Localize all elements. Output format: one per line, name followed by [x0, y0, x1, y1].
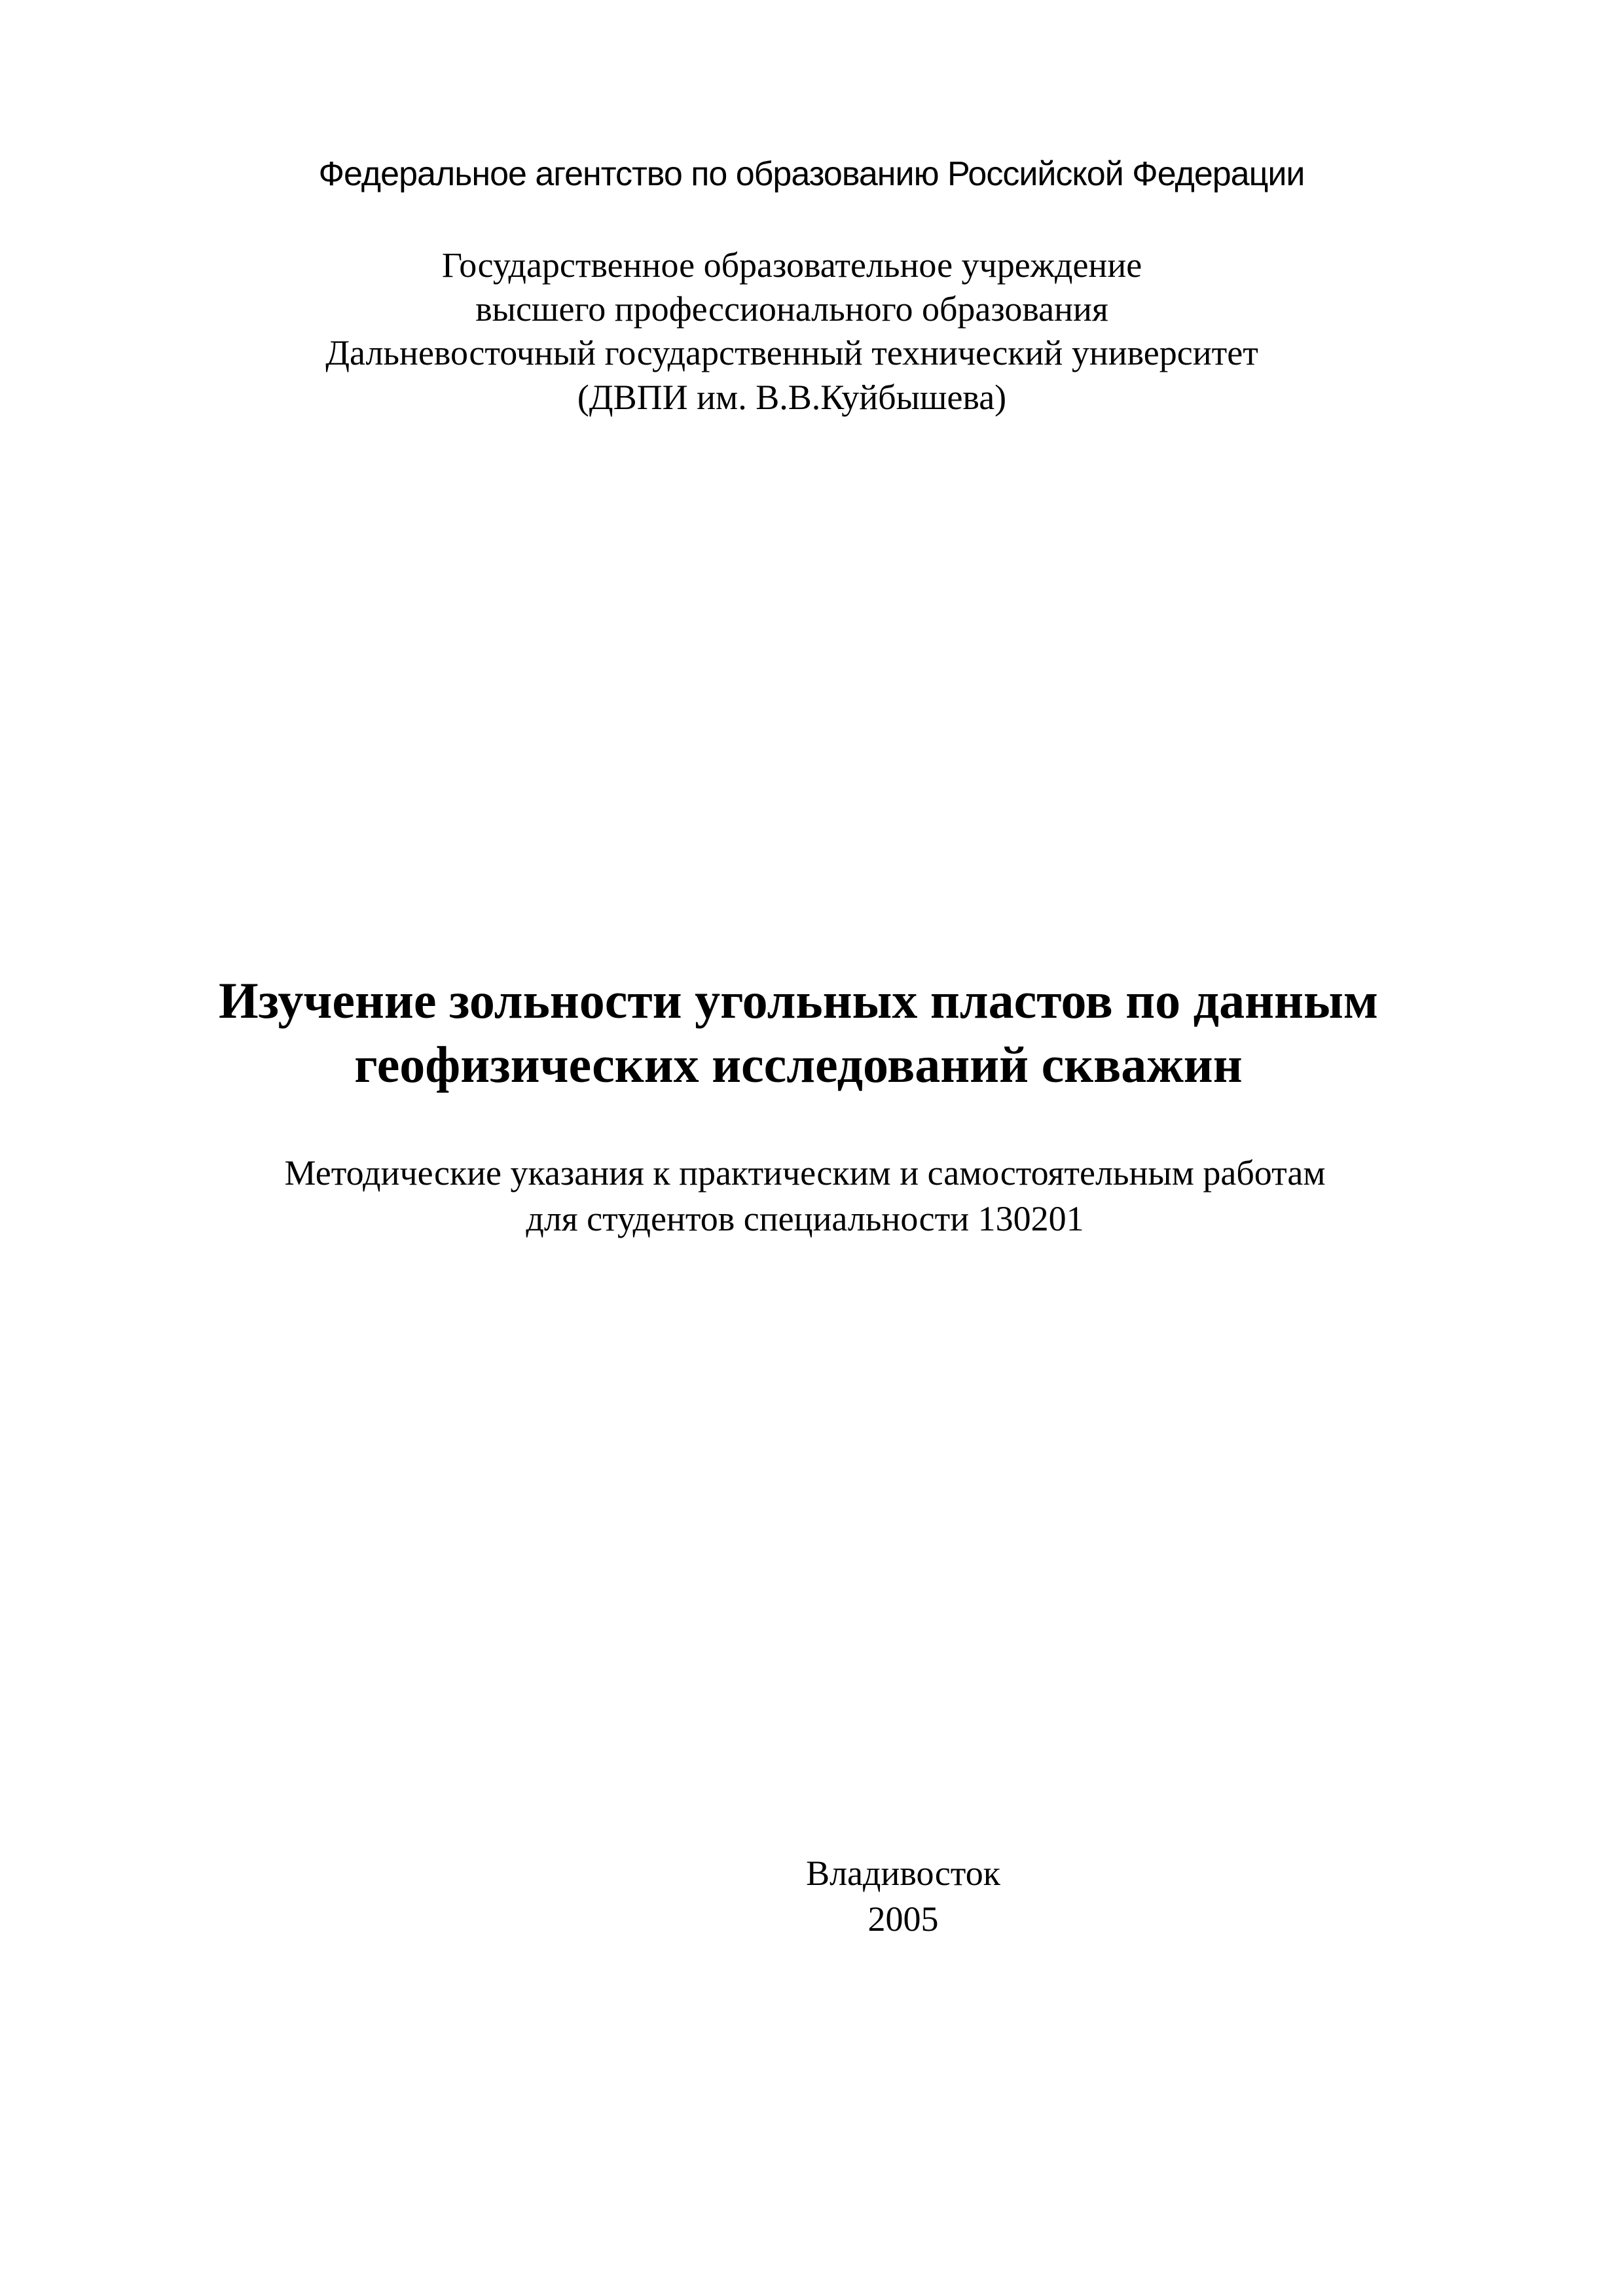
institution-line-2: высшего профессионального образования [475, 289, 1108, 329]
institution-line-3: Дальневосточный государственный технический университет [325, 333, 1258, 372]
institution-line-4: (ДВПИ им. В.В.Куйбышева) [577, 378, 1007, 417]
imprint-city: Владивосток [806, 1854, 1000, 1893]
institution-line-1: Государственное образовательное учреждение [441, 245, 1142, 285]
imprint-year: 2005 [867, 1899, 939, 1939]
document-subtitle-line-1: Методические указания к практическим и самостоятельным работам [284, 1153, 1326, 1193]
document-subtitle-line-2: для студентов специальности 130201 [526, 1199, 1084, 1238]
document-title-line-2: геофизических исследований скважин [354, 1036, 1243, 1093]
document-title-line-1: Изучение зольности угольных пластов по данным [218, 972, 1379, 1029]
agency-name: Федеральное агентство по образованию Российской Федерации [318, 155, 1305, 193]
